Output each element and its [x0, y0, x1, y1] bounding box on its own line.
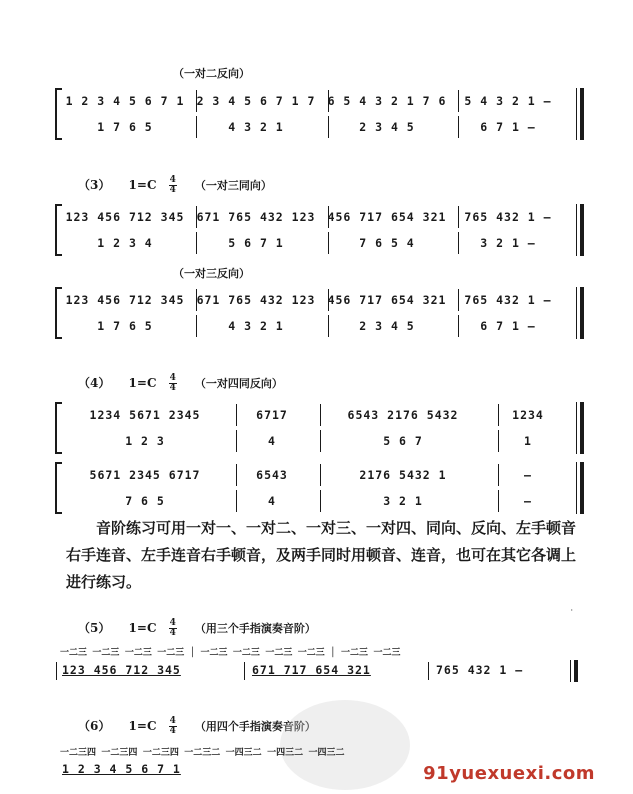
score-system — [60, 204, 585, 256]
final-barline-thin — [576, 88, 577, 140]
score-system — [60, 402, 585, 454]
measure: 6717 — [256, 408, 288, 422]
upper-staff — [60, 88, 585, 114]
measure: 4 3 2 1 — [228, 319, 284, 333]
measure: 4 3 2 1 — [228, 120, 284, 134]
final-barline-thin — [576, 204, 577, 256]
measure: 6543 2176 5432 — [347, 408, 459, 422]
measure: 3 2 1 — [383, 494, 423, 508]
section-number: （3） — [78, 178, 111, 192]
key-signature: 1=C — [128, 376, 157, 390]
time-signature: $\frac{4}{4}$ — [169, 175, 176, 195]
measure: 5 6 7 1 — [228, 236, 284, 250]
final-barline-thick — [580, 402, 584, 454]
measure: 1 2 3 — [125, 434, 165, 448]
measure: 4 — [268, 434, 276, 448]
section-subtitle: （一对三同向） — [194, 179, 272, 192]
section-number: （6） — [78, 719, 111, 733]
measure: 123 456 712 345 — [65, 293, 185, 307]
section-number: （4） — [78, 376, 111, 390]
measure: 765 432 1 – — [464, 293, 552, 307]
time-signature: $\frac{4}{4}$ — [169, 373, 176, 393]
explanation-paragraph: 音阶练习可用一对一、一对二、一对三、一对四、同向、反向、左手顿音右手连音、左手连音右手顿音，及两手同时用顿音、连音，也可在其它各调上进行练习。 — [66, 519, 577, 591]
measure: 4 — [268, 494, 276, 508]
section-number: （5） — [78, 621, 111, 635]
score-system — [60, 88, 585, 140]
time-signature: $\frac{4}{4}$ — [169, 716, 176, 736]
measure: 1 7 6 5 — [97, 319, 153, 333]
fingering-line: 一二三四 一二三四 一二三四 一二三二 一四三二 一四三二 一四三二 — [60, 748, 345, 758]
lower-staff — [60, 114, 585, 140]
measure: 6 7 1 – — [480, 120, 536, 134]
measure: 1 7 6 5 — [97, 120, 153, 134]
measure: 6 7 1 – — [480, 319, 536, 333]
scale-group: 671 717 654 321 — [252, 663, 371, 677]
scale-line — [56, 660, 586, 682]
measure: 1 2 3 4 5 6 7 1 — [65, 94, 185, 108]
final-barline-thick — [580, 462, 584, 514]
section-header — [78, 374, 283, 393]
final-barline-thin — [576, 462, 577, 514]
section-subtitle: （一对四同反向） — [194, 377, 283, 390]
upper-staff — [60, 204, 585, 230]
section-subtitle: （一对三反向） — [173, 267, 250, 280]
measure: 671 765 432 123 — [196, 293, 316, 307]
measure: 2 3 4 5 — [359, 319, 415, 333]
measure: 123 456 712 345 — [65, 210, 185, 224]
scale-group: 765 432 1 – — [436, 663, 524, 677]
measure: 5671 2345 6717 — [89, 468, 201, 482]
measure: 5 6 7 — [383, 434, 423, 448]
measure: 456 717 654 321 — [327, 293, 447, 307]
time-signature: $\frac{4}{4}$ — [169, 618, 176, 638]
final-barline-thin — [576, 287, 577, 339]
upper-staff — [60, 287, 585, 313]
section-subtitle: （用四个手指演奏音阶） — [194, 720, 316, 733]
scale-group: 123 456 712 345 — [62, 663, 181, 677]
key-signature: 1=C — [128, 719, 157, 733]
score-system — [60, 287, 585, 339]
measure: 1 — [524, 434, 532, 448]
measure: 2176 5432 1 — [359, 468, 447, 482]
section-subtitle: （用三个手指演奏音阶） — [194, 622, 316, 635]
measure: 1 2 3 4 — [97, 236, 153, 250]
fingering-line: 一二三 一二三 一二三 一二三 │ 一二三 一二三 一二三 一二三 │ 一二三 一二三 — [60, 648, 401, 658]
final-barline-thick — [580, 88, 584, 140]
measure: 5 4 3 2 1 – — [464, 94, 552, 108]
section-header — [78, 619, 316, 638]
barline — [428, 662, 429, 680]
final-barline-thick — [574, 660, 578, 682]
section-header — [78, 717, 316, 736]
measure: 1234 — [512, 408, 544, 422]
measure: 456 717 654 321 — [327, 210, 447, 224]
final-barline-thin — [570, 660, 571, 682]
barline — [244, 662, 245, 680]
measure: 7 6 5 — [125, 494, 165, 508]
section-header — [78, 176, 272, 195]
measure: 671 765 432 123 — [196, 210, 316, 224]
lower-staff — [60, 313, 585, 339]
site-watermark: 91yuexuexi.com — [423, 763, 595, 784]
measure: 765 432 1 – — [464, 210, 552, 224]
lower-staff — [60, 428, 585, 454]
measure: 2 3 4 5 — [359, 120, 415, 134]
measure: 3 2 1 – — [480, 236, 536, 250]
upper-staff — [60, 402, 585, 428]
lower-staff — [60, 230, 585, 256]
key-signature: 1=C — [128, 178, 157, 192]
final-barline-thick — [580, 204, 584, 256]
key-signature: 1=C — [128, 621, 157, 635]
measure: 6543 — [256, 468, 288, 482]
upper-staff — [60, 462, 585, 488]
section-subtitle: （一对二反向） — [173, 67, 250, 80]
measure: 6 5 4 3 2 1 7 6 — [327, 94, 447, 108]
scale-group: 1 2 3 4 5 6 7 1 — [62, 762, 181, 776]
measure: 1234 5671 2345 — [89, 408, 201, 422]
measure: 2 3 4 5 6 7 1 7 — [196, 94, 316, 108]
lower-staff — [60, 488, 585, 514]
final-barline-thick — [580, 287, 584, 339]
measure: – — [524, 468, 532, 482]
ink-mark: · — [570, 606, 573, 615]
final-barline-thin — [576, 402, 577, 454]
score-system — [60, 462, 585, 514]
measure: – — [524, 494, 532, 508]
measure: 7 6 5 4 — [359, 236, 415, 250]
